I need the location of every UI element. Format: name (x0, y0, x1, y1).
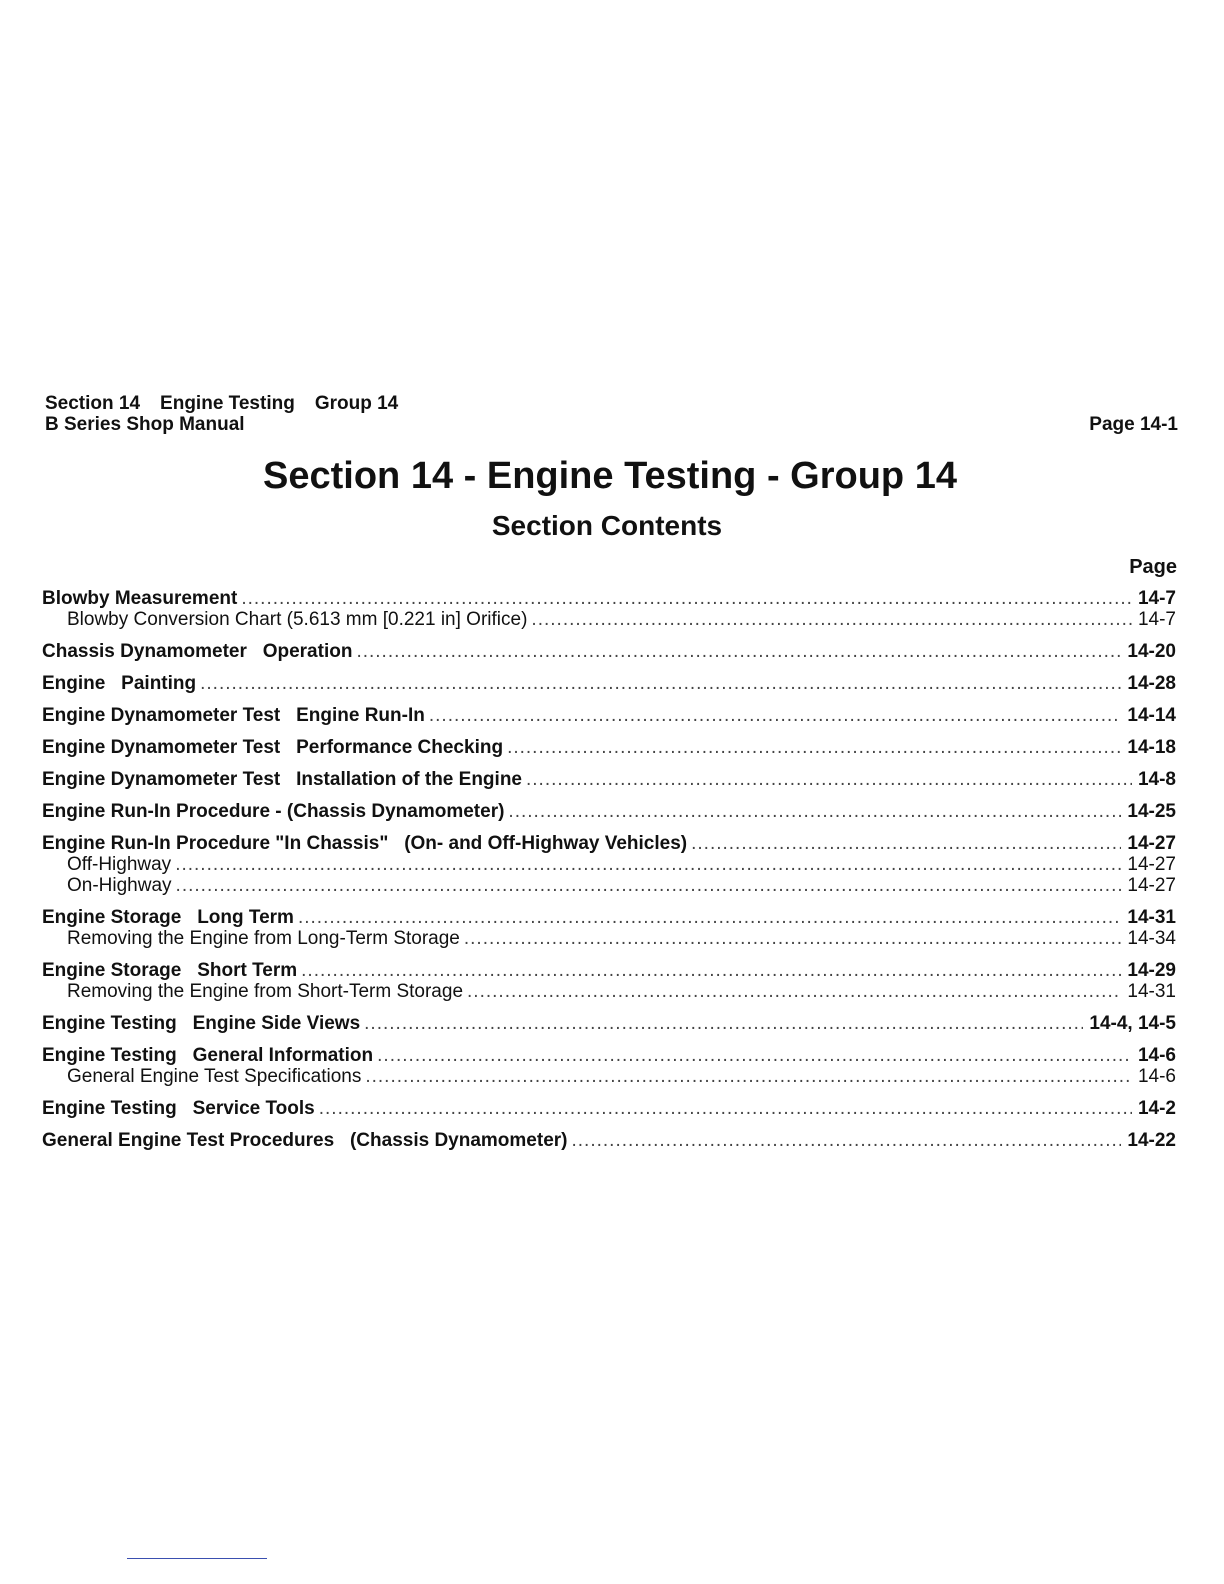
dot-leader (301, 960, 1121, 981)
toc-entry-page: 14-8 (1137, 769, 1176, 790)
toc-entry-label: Engine Dynamometer Test Performance Checking (42, 737, 504, 758)
toc-subentry[interactable] (42, 609, 1176, 630)
toc-entry-label: General Engine Test Specifications (67, 1066, 362, 1087)
toc-group (42, 673, 1176, 694)
page-title: Section 14 - Engine Testing - Group 14 (263, 455, 957, 497)
toc-entry-label: Removing the Engine from Long-Term Storage (67, 928, 460, 949)
toc-entry-page: 14-27 (1127, 833, 1176, 854)
toc-entry-page: 14-22 (1127, 1130, 1176, 1151)
toc-entry-label: Engine Run-In Procedure - (Chassis Dynamometer) (42, 801, 505, 822)
dot-leader (241, 588, 1132, 609)
toc-entry-label: Blowby Measurement (42, 588, 238, 609)
toc-entry-page: 14-14 (1127, 705, 1176, 726)
dot-leader (526, 769, 1132, 790)
toc-entry-label: Engine Testing Service Tools (42, 1098, 315, 1119)
header-line-1 (45, 393, 398, 414)
toc-group (42, 769, 1176, 790)
running-header (45, 393, 398, 435)
page-column-header: Page (1129, 556, 1177, 578)
header-section: Section 14 (45, 393, 141, 414)
toc-entry-label: Off-Highway (67, 854, 172, 875)
toc-entry-label: Chassis Dynamometer Operation (42, 641, 353, 662)
dot-leader (319, 1098, 1132, 1119)
toc-entry-page: 14-20 (1127, 641, 1176, 662)
dot-leader (365, 1066, 1132, 1087)
toc-group (42, 737, 1176, 758)
header-manual: B Series Shop Manual (45, 414, 245, 435)
header-topic: Engine Testing (160, 393, 295, 414)
toc-entry-label: Engine Testing Engine Side Views (42, 1013, 361, 1034)
toc-entry-page: 14-29 (1127, 960, 1176, 981)
footer-rule (127, 1558, 267, 1559)
toc-entry-page: 14-28 (1127, 673, 1176, 694)
toc-group (42, 1130, 1176, 1151)
toc-entry[interactable] (42, 588, 1176, 609)
toc-entry-label: Engine Storage Long Term (42, 907, 294, 928)
toc-group (42, 588, 1176, 630)
toc-entry-label: Engine Storage Short Term (42, 960, 298, 981)
toc-subentry[interactable] (42, 928, 1176, 949)
toc-entry[interactable] (42, 1013, 1176, 1034)
toc-entry[interactable] (42, 801, 1176, 822)
toc-entry-label: Engine Dynamometer Test Engine Run-In (42, 705, 425, 726)
dot-leader (200, 673, 1121, 694)
toc-group (42, 801, 1176, 822)
toc-entry-label: Engine Run-In Procedure "In Chassis" (On- and Off-Highway Vehicles) (42, 833, 688, 854)
toc-entry[interactable] (42, 907, 1176, 928)
toc-entry-page: 14-7 (1137, 588, 1176, 609)
toc-entry-label: Removing the Engine from Short-Term Storage (67, 981, 464, 1002)
toc-group (42, 1045, 1176, 1087)
toc-entry[interactable] (42, 737, 1176, 758)
toc-entry-page: 14-27 (1127, 854, 1176, 875)
toc-subentry[interactable] (42, 854, 1176, 875)
toc-entry[interactable] (42, 1130, 1176, 1151)
dot-leader (572, 1130, 1122, 1151)
toc-entry-page: 14-6 (1137, 1045, 1176, 1066)
toc-entry-page: 14-25 (1127, 801, 1176, 822)
header-group: Group 14 (314, 393, 399, 414)
toc-entry-label: Blowby Conversion Chart (5.613 mm [0.221 in] Orifice) (67, 609, 528, 630)
toc-entry-page: 14-31 (1127, 981, 1176, 1002)
dot-leader (364, 1013, 1083, 1034)
toc-group (42, 1013, 1176, 1034)
toc-entry-page: 14-2 (1137, 1098, 1176, 1119)
dot-leader (464, 928, 1122, 949)
dot-leader (508, 801, 1121, 822)
toc-entry[interactable] (42, 960, 1176, 981)
toc-entry[interactable] (42, 641, 1176, 662)
toc-entry-page: 14-34 (1127, 928, 1176, 949)
dot-leader (298, 907, 1121, 928)
dot-leader (377, 1045, 1132, 1066)
dot-leader (691, 833, 1121, 854)
toc-subentry[interactable] (42, 981, 1176, 1002)
toc-entry[interactable] (42, 1098, 1176, 1119)
dot-leader (176, 875, 1122, 896)
toc-entry-page: 14-4, 14-5 (1089, 1013, 1176, 1034)
toc-group (42, 833, 1176, 896)
toc-entry[interactable] (42, 769, 1176, 790)
toc-entry[interactable] (42, 833, 1176, 854)
page-subtitle: Section Contents (491, 510, 723, 541)
toc-subentry[interactable] (42, 875, 1176, 896)
toc-entry-label: General Engine Test Procedures (Chassis Dynamometer) (42, 1130, 568, 1151)
dot-leader (356, 641, 1121, 662)
toc-entry-page: 14-31 (1127, 907, 1176, 928)
toc-entry-label: Engine Dynamometer Test Installation of the Engine (42, 769, 522, 790)
toc-entry-label: Engine Testing General Information (42, 1045, 374, 1066)
toc-group (42, 907, 1176, 949)
toc-entry-page: 14-27 (1127, 875, 1176, 896)
toc-entry-page: 14-18 (1127, 737, 1176, 758)
page-number: Page 14-1 (1089, 414, 1178, 435)
toc-entry[interactable] (42, 1045, 1176, 1066)
dot-leader (507, 737, 1121, 758)
toc-group (42, 705, 1176, 726)
toc-group (42, 960, 1176, 1002)
toc-group (42, 1098, 1176, 1119)
dot-leader (467, 981, 1121, 1002)
toc-group (42, 641, 1176, 662)
dot-leader (429, 705, 1122, 726)
table-of-contents (42, 588, 1176, 1162)
toc-entry-page: 14-7 (1137, 609, 1176, 630)
toc-entry[interactable] (42, 705, 1176, 726)
toc-entry-page: 14-6 (1137, 1066, 1176, 1087)
dot-leader (175, 854, 1121, 875)
toc-entry[interactable] (42, 673, 1176, 694)
dot-leader (531, 609, 1132, 630)
toc-entry-label: Engine Painting (42, 673, 197, 694)
toc-entry-label: On-Highway (67, 875, 172, 896)
toc-subentry[interactable] (42, 1066, 1176, 1087)
